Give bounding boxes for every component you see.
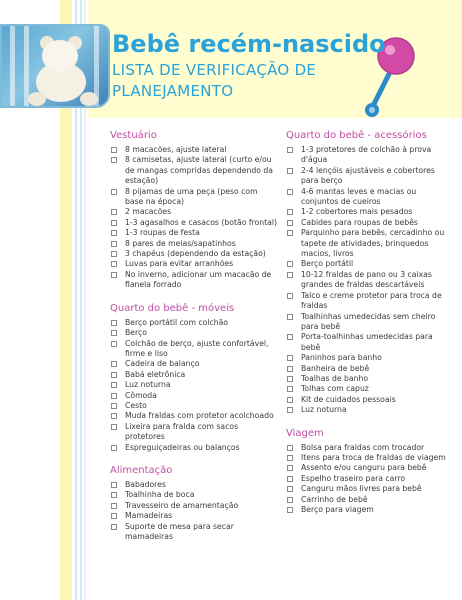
- checkbox[interactable]: [287, 314, 293, 320]
- teddy-bear-photo: [0, 24, 110, 108]
- section-acessorios: [286, 130, 451, 416]
- checkbox[interactable]: [287, 507, 293, 513]
- page-subtitle: LISTA DE VERIFICAÇÃO DE PLANEJAMENTO: [112, 61, 317, 100]
- checklist-item-label: Berço para viagem: [301, 505, 374, 514]
- checklist-item-label: Cabides para roupas de bebês: [301, 217, 418, 227]
- right-column: [286, 130, 451, 527]
- checklist-item[interactable]: [286, 312, 451, 333]
- checklist-item[interactable]: [286, 291, 451, 312]
- checklist-item-label: Parquinho para bebês, cercadinho ou tapete de atividades, brinquedos macios, livros: [301, 228, 445, 259]
- checklist-item-label: 2 macacões: [125, 207, 172, 217]
- checklist-item-label: Berço portátil: [301, 259, 354, 269]
- checklist-item[interactable]: [286, 145, 451, 166]
- checklist-item[interactable]: [110, 480, 278, 490]
- checkbox[interactable]: [287, 465, 293, 471]
- checkbox[interactable]: [287, 293, 293, 299]
- checkbox[interactable]: [111, 341, 117, 347]
- checklist-item[interactable]: [110, 239, 278, 249]
- checklist-item-label: 1-3 protetores de colchão à prova d'água: [301, 145, 432, 165]
- checklist-item-label: Bolsa para fraldas com trocador: [301, 442, 425, 452]
- checkbox[interactable]: [111, 382, 117, 388]
- checklist-item[interactable]: [286, 218, 451, 228]
- checklist-item[interactable]: [286, 484, 451, 494]
- checklist-item-label: Cesto: [125, 400, 147, 410]
- checklist-item-label: Babadores: [125, 479, 166, 489]
- checklist-item[interactable]: [110, 501, 278, 511]
- checkbox[interactable]: [287, 230, 293, 236]
- checklist-item-label: Cômoda: [125, 390, 157, 400]
- checklist-item[interactable]: [110, 411, 278, 421]
- checklist-item[interactable]: [286, 187, 451, 208]
- checklist-item-label: Cadeira de balanço: [125, 359, 200, 369]
- checklist-item-label: Luz noturna: [125, 380, 171, 390]
- checklist-item-label: Suporte de mesa para secar mamadeiras: [125, 521, 234, 541]
- checklist-item-label: 2-4 lençóis ajustáveis e cobertores para berço: [301, 165, 435, 186]
- section-vestuario: [110, 130, 278, 291]
- checkbox[interactable]: [111, 220, 117, 226]
- checklist-item-label: 10-12 fraldas de pano ou 3 caixas grandes de fraldas descartáveis: [301, 269, 432, 290]
- checklist-item-label: 8 pijamas de uma peça (peso com base na época): [125, 186, 258, 207]
- checkbox[interactable]: [287, 366, 293, 372]
- checklist-item[interactable]: [110, 270, 278, 291]
- checklist-item-label: 1-3 roupas de festa: [125, 228, 200, 238]
- checkbox[interactable]: [111, 189, 117, 195]
- checklist-item[interactable]: [110, 259, 278, 269]
- checkbox[interactable]: [287, 455, 293, 461]
- checklist: [110, 480, 278, 542]
- checkbox[interactable]: [111, 209, 117, 215]
- checklist-item-label: Babá eletrônica: [125, 369, 186, 379]
- checkbox[interactable]: [111, 503, 117, 509]
- checklist-item-label: Espreguiçadeiras ou balanços: [125, 442, 240, 452]
- checklist-item-label: Luz noturna: [301, 405, 347, 415]
- checklist-item-label: Muda fraldas com protetor acolchoado: [125, 411, 274, 421]
- checklist-item[interactable]: [286, 228, 451, 259]
- checklist-item[interactable]: [286, 384, 451, 394]
- checkbox[interactable]: [111, 513, 117, 519]
- section-viagem: [286, 428, 451, 516]
- section-alimentacao: [110, 465, 278, 542]
- checklist-item-label: Carrinho de bebê: [301, 494, 368, 504]
- checkbox[interactable]: [111, 261, 117, 267]
- section-heading: Viagem: [286, 427, 324, 439]
- checkbox[interactable]: [287, 147, 293, 153]
- checklist-item-label: 1-3 agasalhos e casacos (botão frontal): [125, 217, 277, 227]
- checkbox[interactable]: [111, 147, 117, 153]
- checklist-item-label: 8 pares de meias/sapatinhos: [125, 238, 236, 248]
- checkbox[interactable]: [111, 492, 117, 498]
- checklist-item-label: Luvas para evitar arranhões: [125, 259, 234, 269]
- checkbox[interactable]: [111, 230, 117, 236]
- checkbox[interactable]: [287, 497, 293, 503]
- checklist-item[interactable]: [110, 511, 278, 521]
- checklist-item-label: Berço portátil com colchão: [125, 317, 229, 327]
- checklist-item[interactable]: [286, 374, 451, 384]
- checklist: [110, 318, 278, 453]
- checklist-item[interactable]: [110, 187, 278, 208]
- checkbox[interactable]: [287, 261, 293, 267]
- section-heading: Quarto do bebê - acessórios: [286, 130, 427, 141]
- checklist-item[interactable]: [110, 249, 278, 259]
- section-heading: Alimentação: [110, 464, 173, 476]
- checklist-item[interactable]: [110, 155, 278, 186]
- checkbox[interactable]: [287, 168, 293, 174]
- checklist-item-label: Porta-toalhinhas umedecidas para bebê: [301, 332, 433, 352]
- section-heading: Vestuário: [110, 130, 157, 141]
- checklist-item-label: 3 chapéus (dependendo da estação): [125, 249, 266, 259]
- checklist-item[interactable]: [286, 259, 451, 269]
- checkbox[interactable]: [111, 272, 117, 278]
- checkbox[interactable]: [111, 320, 117, 326]
- checklist-item-label: Berço: [125, 328, 147, 338]
- checklist-item-label: Talco e creme protetor para troca de fraldas: [301, 290, 442, 311]
- checklist-item[interactable]: [286, 463, 451, 473]
- checkbox[interactable]: [111, 393, 117, 399]
- checklist-item[interactable]: [286, 505, 451, 515]
- checklist-item-label: No inverno, adicionar um macacão de flanela forrado: [125, 269, 272, 290]
- checklist-item-label: 8 macacões, ajuste lateral: [125, 145, 227, 154]
- checkbox[interactable]: [111, 241, 117, 247]
- checklist-item[interactable]: [286, 405, 451, 415]
- checkbox[interactable]: [287, 376, 293, 382]
- checkbox[interactable]: [111, 482, 117, 488]
- checkbox[interactable]: [111, 361, 117, 367]
- checklist: [110, 145, 278, 291]
- checklist-item[interactable]: [110, 328, 278, 338]
- checklist: [286, 443, 451, 516]
- checklist-item-label: Paninhos para banho: [301, 353, 382, 363]
- checklist-item-label: Toalhinha de boca: [125, 490, 195, 500]
- section-moveis: [110, 303, 278, 453]
- checkbox[interactable]: [287, 334, 293, 340]
- checkbox[interactable]: [111, 424, 117, 430]
- checklist-item[interactable]: [110, 443, 278, 453]
- left-column: [110, 130, 278, 554]
- checklist-item[interactable]: [110, 145, 278, 155]
- checklist-item-label: Kit de cuidados pessoais: [301, 394, 396, 404]
- section-heading: Quarto do bebê - móveis: [110, 302, 235, 314]
- checklist-item[interactable]: [286, 207, 451, 217]
- checkbox[interactable]: [111, 372, 117, 378]
- checklist-item[interactable]: [286, 395, 451, 405]
- checklist-item[interactable]: [286, 332, 451, 353]
- checklist-item-label: Espelho traseiro para carro: [301, 473, 406, 483]
- checklist-item-label: Itens para troca de fraldas de viagem: [301, 452, 446, 462]
- checklist-item-label: 4-6 mantas leves e macias ou conjuntos de cueiros: [301, 186, 417, 207]
- checkbox[interactable]: [287, 445, 293, 451]
- checkbox[interactable]: [287, 272, 293, 278]
- checklist-item[interactable]: [286, 364, 451, 374]
- checklist-item-label: Tolhas com capuz: [301, 384, 369, 394]
- checkbox[interactable]: [111, 251, 117, 257]
- checklist-item[interactable]: [286, 166, 451, 187]
- checkbox[interactable]: [287, 486, 293, 492]
- checklist-item[interactable]: [110, 207, 278, 217]
- checkbox[interactable]: [287, 386, 293, 392]
- checklist-item[interactable]: [110, 401, 278, 411]
- checkbox[interactable]: [111, 413, 117, 419]
- checkbox[interactable]: [111, 403, 117, 409]
- checkbox[interactable]: [287, 355, 293, 361]
- checklist-item[interactable]: [286, 443, 451, 453]
- checkbox[interactable]: [287, 476, 293, 482]
- checklist-item[interactable]: [110, 391, 278, 401]
- checklist-item[interactable]: [286, 353, 451, 363]
- checklist-item-label: 8 camisetas, ajuste lateral (curto e/ou de mangas compridas dependendo da estação): [125, 155, 273, 186]
- checkbox[interactable]: [111, 330, 117, 336]
- page-title: Bebê recém-nascido: [112, 30, 386, 58]
- checklist-item[interactable]: [110, 370, 278, 380]
- checkbox[interactable]: [287, 209, 293, 215]
- checklist-item[interactable]: [110, 422, 278, 443]
- checklist-item[interactable]: [110, 228, 278, 238]
- checklist-item[interactable]: [110, 318, 278, 328]
- checklist-item-label: Mamadeiras: [125, 511, 173, 521]
- checkbox[interactable]: [287, 397, 293, 403]
- checklist-item-label: Toalhas de banho: [301, 373, 369, 383]
- checkbox[interactable]: [287, 189, 293, 195]
- checkbox[interactable]: [287, 407, 293, 413]
- checklist-item[interactable]: [110, 490, 278, 500]
- checklist-item[interactable]: [110, 380, 278, 390]
- checkbox[interactable]: [111, 157, 117, 163]
- checkbox[interactable]: [111, 524, 117, 530]
- checklist-item[interactable]: [110, 218, 278, 228]
- checklist: [286, 145, 451, 416]
- checklist-item-label: Banheira de bebê: [301, 363, 370, 373]
- checklist-item-label: Lixeira para fralda com sacos protetores: [125, 421, 239, 442]
- checklist-item[interactable]: [286, 474, 451, 484]
- checklist-item[interactable]: [286, 495, 451, 505]
- checklist-item-label: 1-2 cobertores mais pesados: [301, 207, 413, 217]
- checklist-item-label: Colchão de berço, ajuste confortável, firme e liso: [125, 338, 269, 358]
- checklist-item[interactable]: [286, 453, 451, 463]
- checklist-item[interactable]: [110, 359, 278, 369]
- checklist-item[interactable]: [286, 270, 451, 291]
- checkbox[interactable]: [111, 445, 117, 451]
- checkbox[interactable]: [287, 220, 293, 226]
- checklist-item-label: Assento e/ou canguru para bebê: [301, 463, 427, 473]
- checklist-item[interactable]: [110, 339, 278, 360]
- checklist-item-label: Toalhinhas umedecidas sem cheiro para bebê: [301, 311, 436, 331]
- checklist-item-label: Travesseiro de amamentação: [125, 500, 239, 510]
- checklist-item[interactable]: [110, 522, 278, 543]
- checklist-item-label: Canguru mãos livres para bebê: [301, 484, 422, 494]
